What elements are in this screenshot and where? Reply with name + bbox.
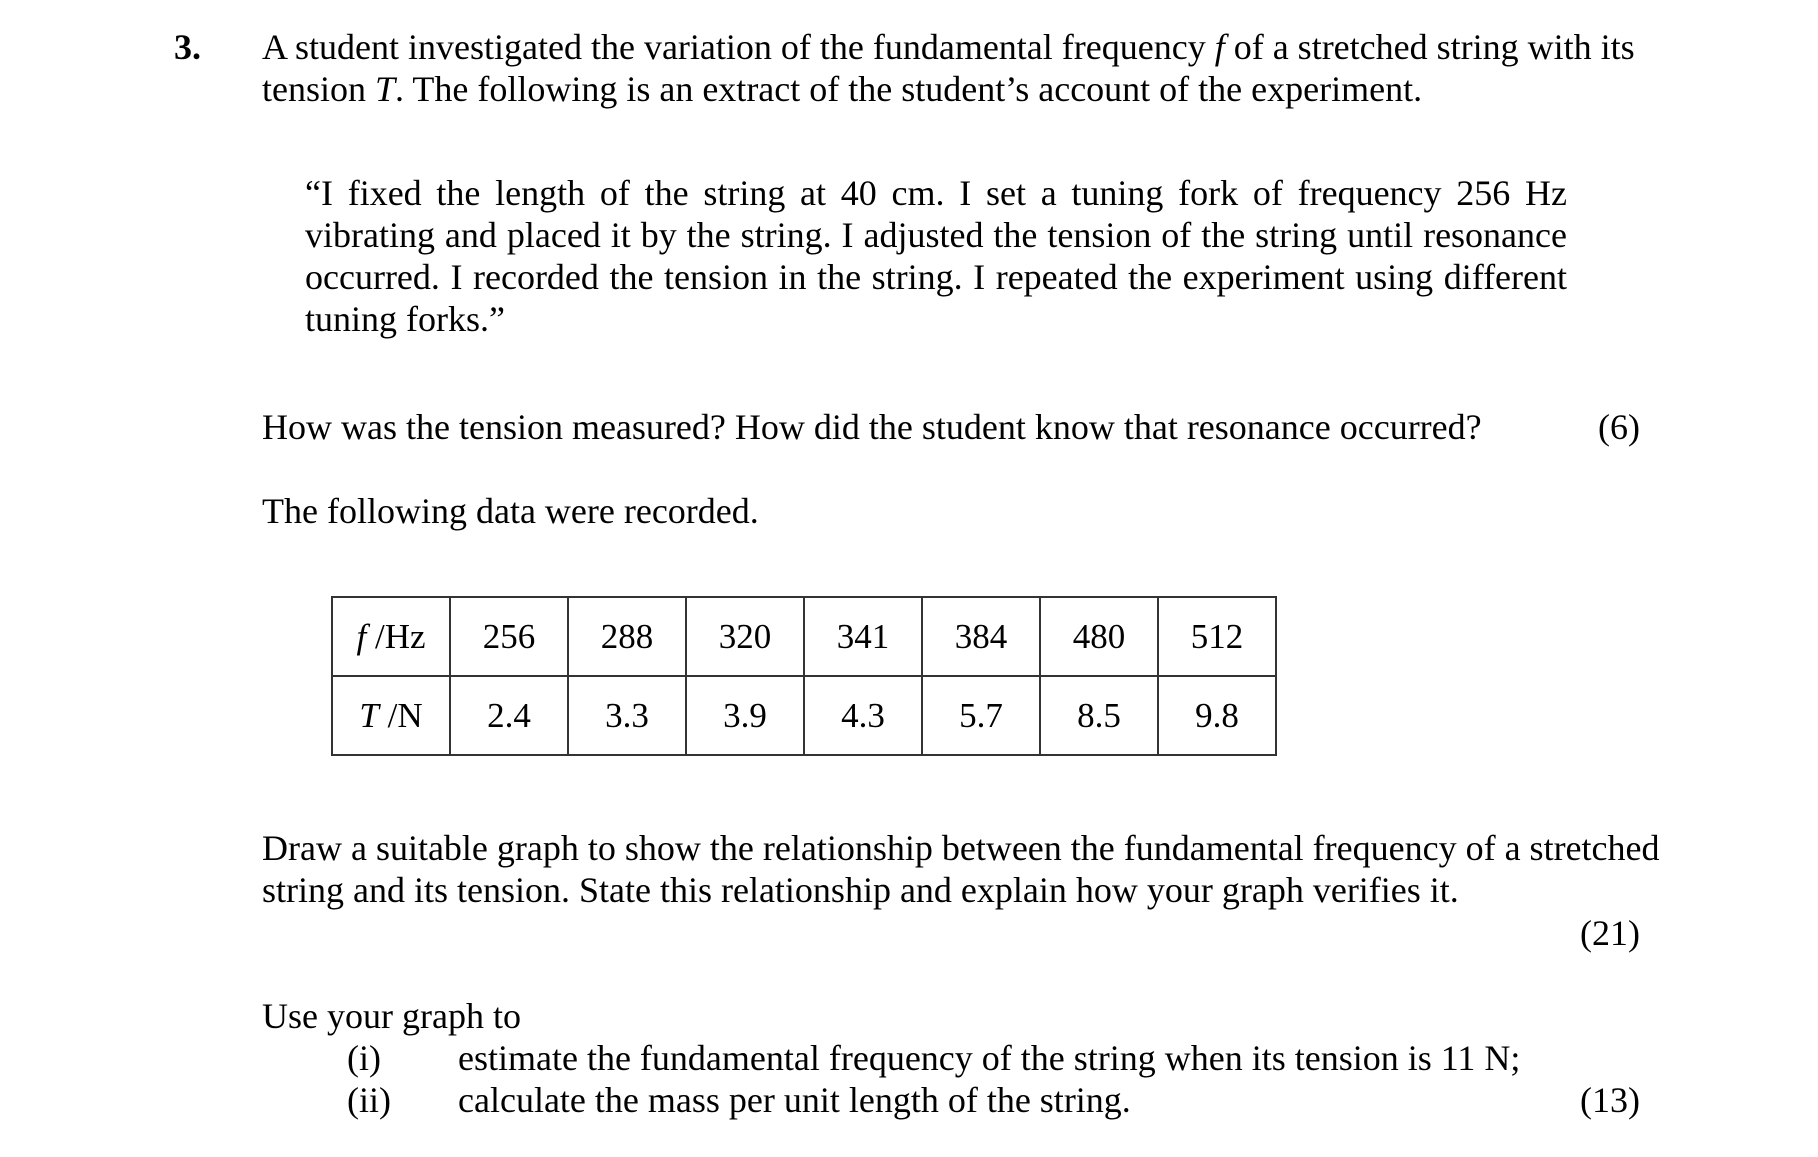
part-c-lead: Use your graph to (262, 996, 521, 1036)
row-header-tension (332, 676, 450, 755)
part-a-question: How was the tension measured? How did the student know that resonance occurred? (262, 407, 1482, 447)
table-cell: 512 (1158, 597, 1276, 676)
question-intro (262, 26, 1662, 110)
intro-text-3: . The following is an extract of the student’s account of the experiment. (395, 69, 1423, 109)
table-cell: 9.8 (1158, 676, 1276, 755)
data-intro: The following data were recorded. (262, 491, 759, 531)
table-row-frequency (332, 597, 1276, 676)
row-header-frequency (332, 597, 450, 676)
unit-hz: /Hz (366, 616, 426, 656)
table-cell: 4.3 (804, 676, 922, 755)
table-cell: 256 (450, 597, 568, 676)
part-a-marks: (6) (1598, 407, 1640, 447)
part-c-marks: (13) (1580, 1080, 1640, 1120)
table-cell: 320 (686, 597, 804, 676)
intro-text-2: of a stretched string with its tension (262, 27, 1635, 109)
symbol-T: T (375, 69, 396, 109)
symbol-f: f (356, 616, 367, 656)
symbol-T: T (359, 695, 379, 735)
table-cell: 3.3 (568, 676, 686, 755)
part-b-question: Draw a suitable graph to show the relationship between the fundamental frequency of a stretched string and its tension. State this relationship and explain how your graph verifies it. (262, 828, 1660, 910)
part-b-marks: (21) (1580, 913, 1640, 953)
table-cell: 3.9 (686, 676, 804, 755)
intro-text-1: A student investigated the variation of the fundamental frequency (262, 27, 1215, 67)
table-cell: 5.7 (922, 676, 1040, 755)
table-cell: 480 (1040, 597, 1158, 676)
table-row-tension (332, 676, 1276, 755)
unit-newton: /N (378, 695, 423, 735)
sub-item-number-ii: (ii) (347, 1080, 391, 1120)
sub-item-text-i: estimate the fundamental frequency of the string when its tension is 11 N; (458, 1038, 1521, 1078)
question-number: 3. (174, 27, 201, 67)
student-account-quote: “I fixed the length of the string at 40 cm. I set a tuning fork of frequency 256 Hz vibrating and placed it by the string. I adjusted the tension of the string until resonance occurred. I recorded the tension in the string. I repeated the experiment using different tuning forks.” (305, 173, 1567, 339)
table-cell: 8.5 (1040, 676, 1158, 755)
table-cell: 341 (804, 597, 922, 676)
sub-item-number-i: (i) (347, 1038, 381, 1078)
table-cell: 2.4 (450, 676, 568, 755)
symbol-f: f (1214, 27, 1225, 67)
sub-item-text-ii: calculate the mass per unit length of the string. (458, 1080, 1131, 1120)
table-cell: 384 (922, 597, 1040, 676)
data-table (331, 596, 1277, 756)
table-cell: 288 (568, 597, 686, 676)
